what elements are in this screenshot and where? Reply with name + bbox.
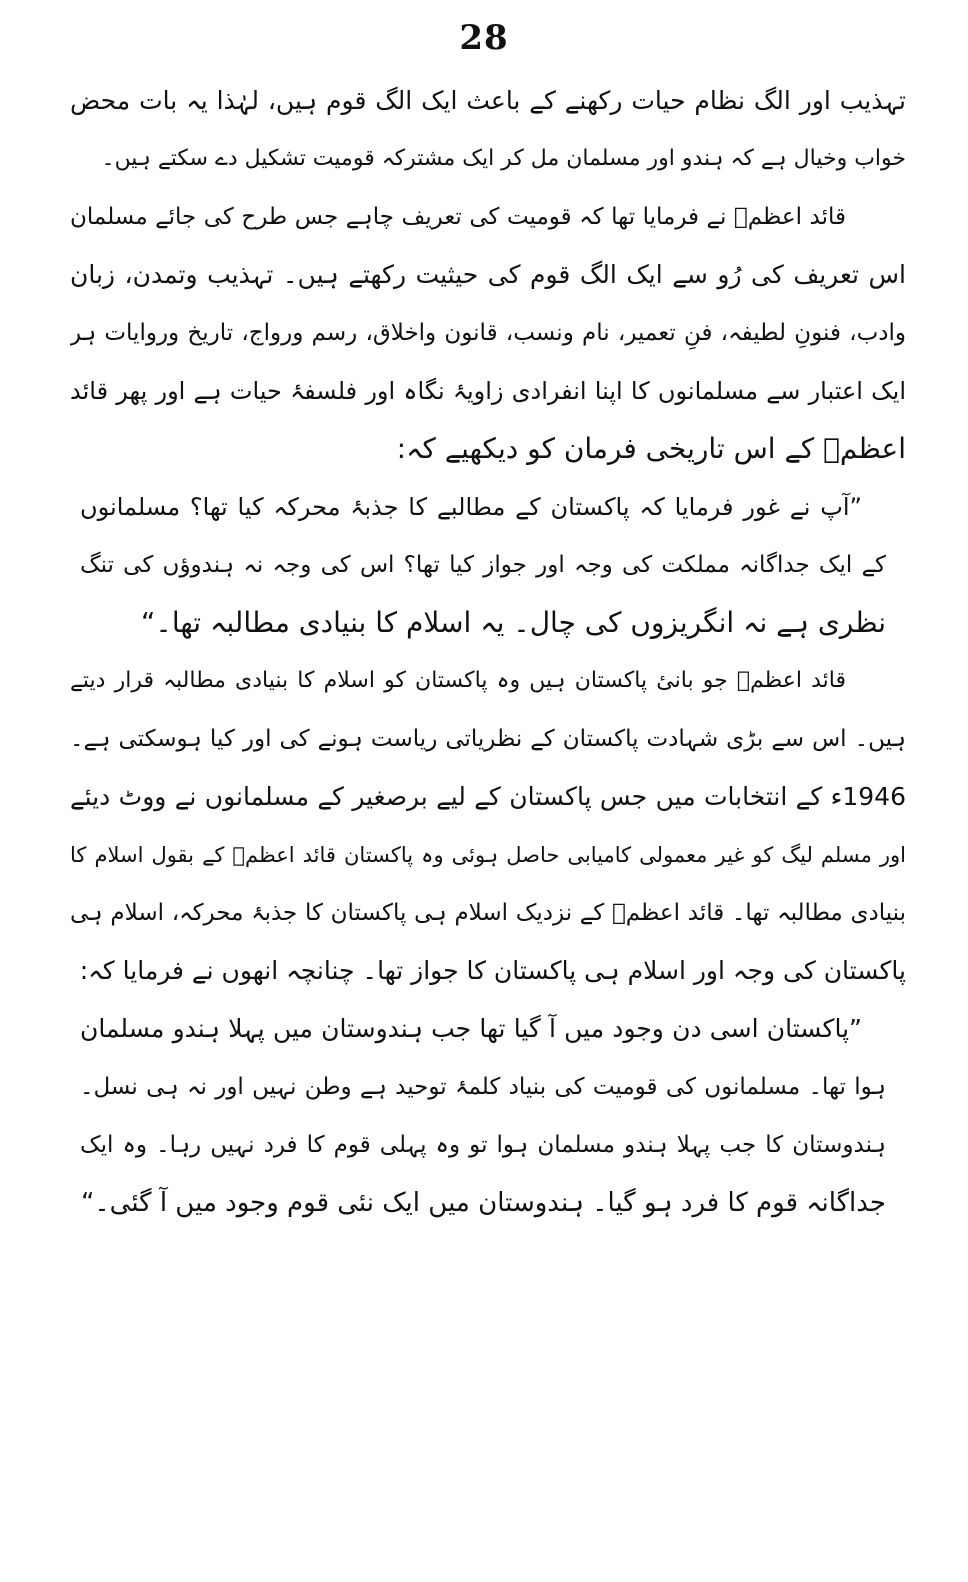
text-line: قائد اعظمؒ جو بانیٔ پاکستان ہیں وہ پاکستان کو اسلام کا بنیادی مطالبہ قرار دیتے: [70, 668, 846, 693]
page-number: 28: [459, 18, 509, 58]
text-line: بنیادی مطالبہ تھا۔ قائد اعظمؒ کے نزدیک اسلام ہی پاکستان کا جذبۂ محرکہ، اسلام ہی: [70, 900, 906, 926]
quote-line: ہوا تھا۔ مسلمانوں کی قومیت کی بنیاد کلمۂ توحید ہے وطن نہیں اور نہ ہی نسل۔: [80, 1074, 886, 1100]
text-line: خواب وخیال ہے کہ ہندو اور مسلمان مل کر ایک مشترکہ قومیت تشکیل دے سکتے ہیں۔: [101, 146, 906, 171]
quote-line: نظری ہے نہ انگریزوں کی چال۔ یہ اسلام کا بنیادی مطالبہ تھا۔“: [140, 606, 886, 639]
text-line: اور مسلم لیگ کو غیر معمولی کامیابی حاصل ہوئی وہ پاکستان قائد اعظمؒ کے بقول اسلام کا: [70, 843, 906, 867]
quote-line: کے ایک جداگانہ مملکت کی وجہ اور جواز کیا تھا؟ اس کی وجہ نہ ہندوؤں کی تنگ: [80, 552, 886, 578]
text-line: اس تعریف کی رُو سے ایک الگ قوم کی حیثیت رکھتے ہیں۔ تہذیب وتمدن، زبان: [70, 260, 906, 289]
text-line: ایک اعتبار سے مسلمانوں کا اپنا انفرادی زاویۂ نگاہ اور فلسفۂ حیات ہے اور پھر قائد: [70, 377, 906, 405]
text-line: اعظمؒ کے اس تاریخی فرمان کو دیکھیے کہ:: [396, 432, 906, 465]
text-line: پاکستان کی وجہ اور اسلام ہی پاکستان کا جواز تھا۔ چنانچہ انھوں نے فرمایا کہ:: [79, 956, 906, 985]
paragraph: [70, 188, 906, 478]
text-line: قائد اعظمؒ نے فرمایا تھا کہ قومیت کی تعریف چاہے جس طرح کی جائے مسلمان: [70, 204, 846, 230]
quote-line: ہندوستان کا جب پہلا ہندو مسلمان ہوا تو وہ پہلی قوم کا فرد نہیں رہا۔ وہ ایک: [80, 1132, 886, 1158]
text-line: تہذیب اور الگ نظام حیات رکھنے کے باعث ایک الگ قوم ہیں، لہٰذا یہ بات محض: [70, 86, 906, 115]
paragraph: [70, 652, 906, 1000]
block-quote: [70, 1000, 906, 1232]
page-body: [70, 72, 906, 1232]
quote-line: جداگانہ قوم کا فرد ہو گیا۔ ہندوستان میں ایک نئی قوم وجود میں آ گئی۔“: [80, 1188, 886, 1218]
text-line: ہیں۔ اس سے بڑی شہادت پاکستان کے نظریاتی ریاست ہونے کی اور کیا ہوسکتی ہے۔: [70, 726, 906, 752]
quote-line: ”پاکستان اسی دن وجود میں آ گیا تھا جب ہندوستان میں پہلا ہندو مسلمان: [80, 1014, 862, 1043]
block-quote: [70, 478, 906, 652]
text-line: وادب، فنونِ لطیفہ، فنِ تعمیر، نام ونسب، قانون واخلاق، رسم ورواج، تاریخ وروایات ہر: [70, 320, 906, 346]
paragraph: [70, 72, 906, 188]
quote-line: ”آپ نے غور فرمایا کہ پاکستان کے مطالبے کا جذبۂ محرکہ کیا تھا؟ مسلمانوں: [80, 493, 862, 521]
text-line: 1946ء کے انتخابات میں جس پاکستان کے لیے برصغیر کے مسلمانوں نے ووٹ دیئے: [70, 782, 906, 811]
